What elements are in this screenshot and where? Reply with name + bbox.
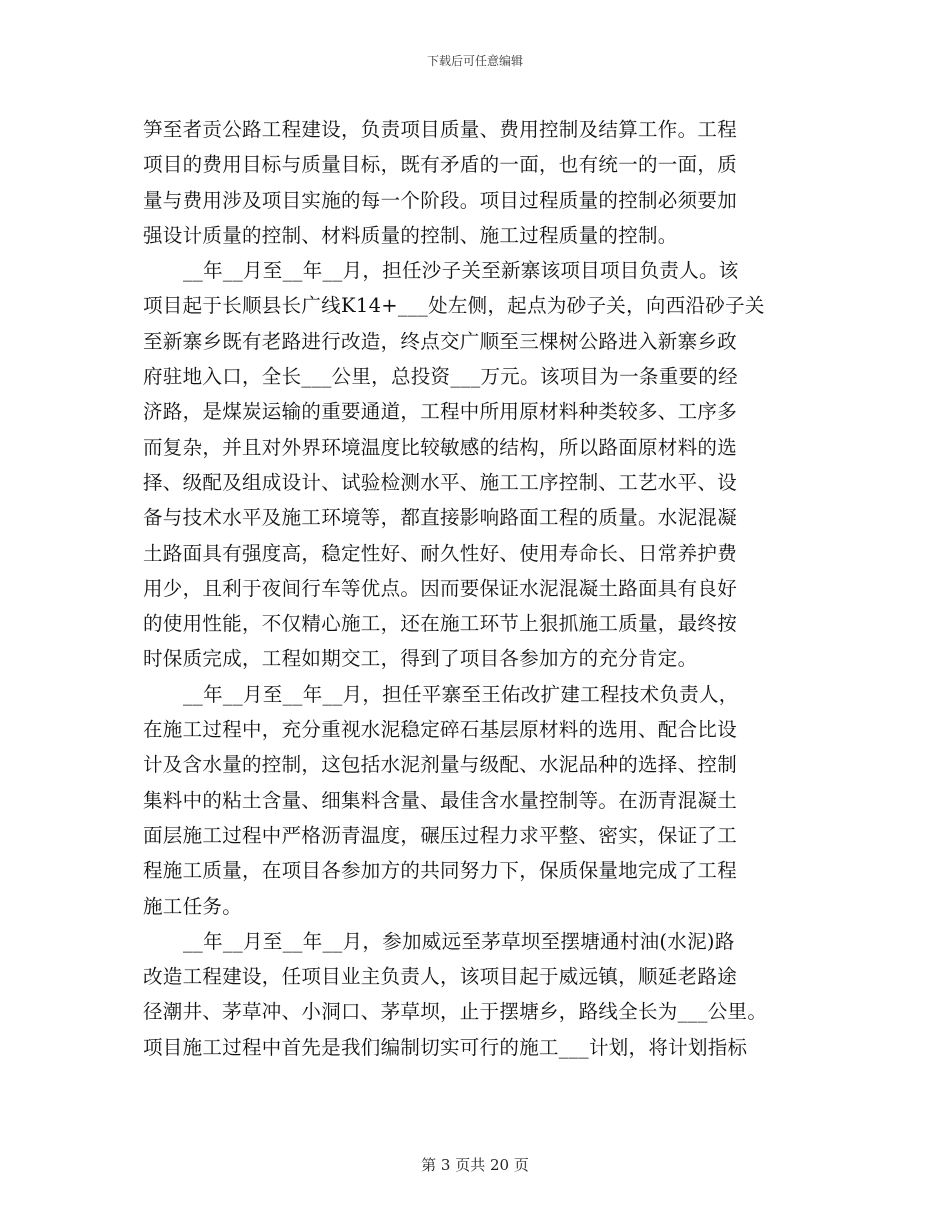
paragraph-first-line: __年__月至__年__月，参加威远至茅草坝至摆塘通村油(水泥)路: [183, 929, 735, 953]
body-line: 量与费用涉及项目实施的每一个阶段。项目过程质量的控制必须要加: [143, 188, 738, 212]
body-line: 强设计质量的控制、材料质量的控制、施工过程质量的控制。: [143, 223, 678, 247]
body-line: 备与技术水平及施工环境等，都直接影响路面工程的质量。水泥混凝: [143, 506, 738, 530]
body-line: 程施工质量，在项目各参加方的共同努力下，保质保量地完成了工程: [143, 859, 738, 883]
body-line: 而复杂，并且对外界环境温度比较敏感的结构，所以路面原材料的选: [143, 435, 738, 459]
body-line: 径潮井、茅草冲、小洞口、茅草坝，止于摆塘乡，路线全长为___公里。: [143, 1000, 768, 1024]
body-line: 济路，是煤炭运输的重要通道，工程中所用原材料种类较多、工序多: [143, 400, 738, 424]
body-line: 时保质完成，工程如期交工，得到了项目各参加方的充分肯定。: [143, 647, 698, 671]
body-line: 集料中的粘土含量、细集料含量、最佳含水量控制等。在沥青混凝土: [143, 788, 738, 812]
page-number: 第 3 页共 20 页: [421, 1156, 529, 1174]
body-line: 施工任务。: [143, 894, 243, 918]
body-line: 至新寨乡既有老路进行改造，终点交广顺至三棵树公路进入新寨乡政: [143, 329, 738, 353]
body-line: 项目施工过程中首先是我们编制切实可行的施工___计划，将计划指标: [143, 1035, 748, 1059]
body-line: 项目起于长顺县长广线K14+___处左侧，起点为砂子关，向西沿砂子关: [143, 294, 765, 318]
body-line: 的使用性能，不仅精心施工，还在施工环节上狠抓施工质量，最终按: [143, 612, 738, 636]
body-line: 府驻地入口，全长___公里，总投资___万元。该项目为一条重要的经: [143, 365, 738, 389]
body-line: 笋至者贡公路工程建设，负责项目质量、费用控制及结算工作。工程: [143, 118, 738, 141]
document-body: [143, 112, 815, 1065]
paragraph-first-line: __年__月至__年__月，担任沙子关至新寨该项目项目负责人。该: [183, 259, 739, 283]
body-line: 在施工过程中，充分重视水泥稳定碎石基层原材料的选用、配合比设: [143, 718, 738, 742]
body-line: 择、级配及组成设计、试验检测水平、施工工序控制、工艺水平、设: [143, 470, 738, 494]
page-header: 下载后可任意编辑: [426, 54, 523, 68]
body-line: 改造工程建设，任项目业主负责人，该项目起于威远镇，顺延老路途: [143, 965, 738, 989]
body-line: 计及含水量的控制，这包括水泥剂量与级配、水泥品种的选择、控制: [143, 753, 738, 777]
body-line: 项目的费用目标与质量目标，既有矛盾的一面，也有统一的一面，质: [143, 153, 738, 177]
paragraph-first-line: __年__月至__年__月，担任平寨至王佑改扩建工程技术负责人，: [183, 682, 739, 706]
body-line: 土路面具有强度高，稳定性好、耐久性好、使用寿命长、日常养护费: [143, 541, 738, 565]
body-line: 用少，且利于夜间行车等优点。因而要保证水泥混凝土路面具有良好: [143, 576, 738, 600]
body-line: 面层施工过程中严格沥青温度，碾压过程力求平整、密实，保证了工: [143, 823, 738, 847]
